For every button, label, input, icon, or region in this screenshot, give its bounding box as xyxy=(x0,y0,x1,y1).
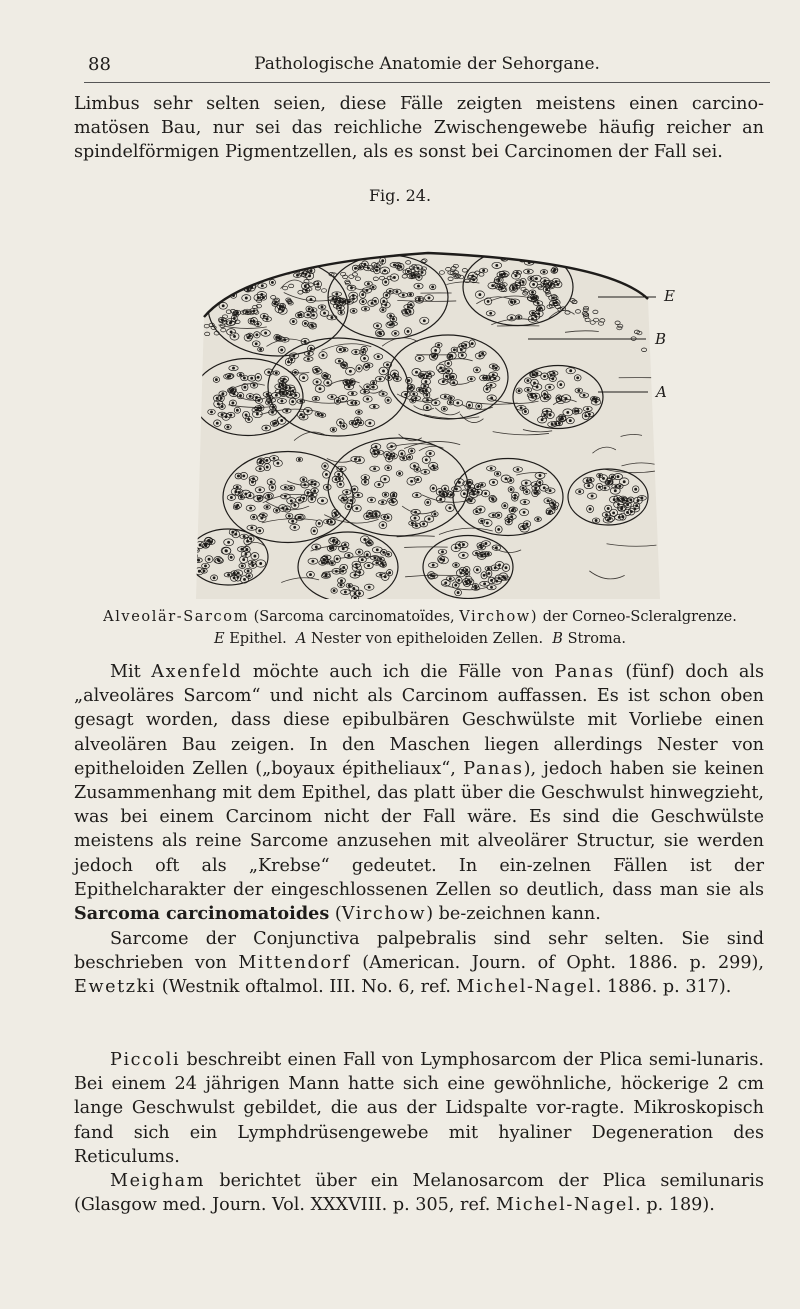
text-span: ( xyxy=(334,904,342,925)
author-name: Michel-Nagel xyxy=(456,977,596,998)
figure-label: Fig. 24. xyxy=(368,186,432,205)
author-name: Panas xyxy=(463,758,524,779)
author-name: Meigham xyxy=(110,1171,206,1191)
text-span: . 1886. p. 317). xyxy=(595,977,732,998)
author-name: Mittendorf xyxy=(238,953,351,974)
text-span: Sarcome der Conjunctiva palpebralis sind sehr selten. Sie sind beschrieben von xyxy=(74,929,764,974)
caption-key-a-text: Nester von epitheloiden Zellen. xyxy=(311,631,544,647)
author-name: Axenfeld xyxy=(151,662,243,682)
caption-author: Virchow) xyxy=(459,609,539,625)
figure-key-b: B xyxy=(655,330,667,348)
figure-caption-line-1 xyxy=(70,607,770,628)
caption-key-e: E xyxy=(214,631,225,647)
caption-tail: der Corneo-Scleralgrenze. xyxy=(542,609,737,625)
author-name: Michel-Nagel xyxy=(495,1195,636,1216)
histology-figure xyxy=(188,247,663,599)
text-span: ) be-zeichnen kann. xyxy=(426,904,601,925)
author-name: Panas xyxy=(554,662,615,682)
figure-key-a: A xyxy=(656,383,667,401)
caption-key-e-text: Epithel. xyxy=(229,631,287,647)
caption-key-a: A xyxy=(295,631,307,647)
paragraph-3 xyxy=(74,927,764,1000)
author-name: Virchow xyxy=(341,904,427,925)
caption-description: (Sarcoma carcinomatoïdes, xyxy=(253,609,455,625)
figure-key-e: E xyxy=(664,287,675,305)
paragraph-5 xyxy=(74,1169,764,1217)
author-name: Piccoli xyxy=(110,1050,181,1070)
text-span: berichtet über ein Melanosarcom der Plica semilunaris (Glasgow med. Journ. Vol. XXXVIII. p. 305, ref. xyxy=(74,1171,765,1216)
author-name: Ewetzki xyxy=(74,977,157,998)
text-span: Mit xyxy=(110,662,141,682)
caption-term: Alveolär-Sarcom xyxy=(103,609,249,625)
caption-key-b-text: Stroma. xyxy=(567,631,626,647)
paragraph-2 xyxy=(74,660,764,926)
text-span: (fünf) doch als „alveoläres Sarcom“ und nicht als Carcinom auffassen. Es ist schon oben gesagt worden, dass diese epibulbären Geschwülste mit Vorliebe einen alveolären Bau zeigen. In den Maschen liegen allerdings Nester von epitheloiden Zellen („boyaux épitheliaux“, xyxy=(74,662,765,779)
figure-caption-line-2 xyxy=(70,629,770,650)
text-span: möchte auch ich die Fälle von xyxy=(252,662,544,682)
caption-key-b: B xyxy=(552,631,563,647)
paragraph-4 xyxy=(74,1048,764,1169)
text-span: ), jedoch haben sie keinen Zusammenhang mit dem Epithel, das platt über die Geschwulst hinwegzieht, was bei einem Carcinom nicht der Fall wäre. Es sind die Geschwülste meistens als reine Sarcome anzusehen mit alveolärer Structur, sie werden jedoch oft als „Krebse“ gedeutet. In ein-zelnen Fällen ist der Epithelcharakter der eingeschlossenen Zellen so deutlich, dass man sie als xyxy=(74,758,765,900)
text-span: beschreibt einen Fall von Lymphosarcom der Plica semi-lunaris. Bei einem 24 jährigen Mann hatte sich eine gewöhnliche, höckerige 2 cm lange Geschwulst gebildet, die aus der Lidspalte vor-ragte. Mikroskopisch fand sich ein Lymphdrüsengewebe mit hyaliner Degeneration des Reticulums. xyxy=(74,1050,764,1167)
text-span: (American. Journ. of Opht. 1886. p. 299), xyxy=(362,953,764,974)
text-span: . p. 189). xyxy=(635,1195,715,1216)
page-header xyxy=(84,52,770,83)
running-head: Pathologische Anatomie der Sehorgane. xyxy=(254,54,600,74)
page-number: 88 xyxy=(88,54,111,75)
text-span: (Westnik oftalmol. III. No. 6, ref. xyxy=(161,977,451,998)
bold-term: Sarcoma carcinomatoides xyxy=(74,903,330,925)
paragraph-1: Limbus sehr selten seien, diese Fälle zeigten meistens einen carcino-matösen Bau, nur sei das reichliche Zwischengewebe häufig reicher an spindelförmigen Pigmentzellen, als es sonst bei Carcinomen der Fall sei. xyxy=(74,94,764,163)
histology-illustration xyxy=(188,247,663,599)
